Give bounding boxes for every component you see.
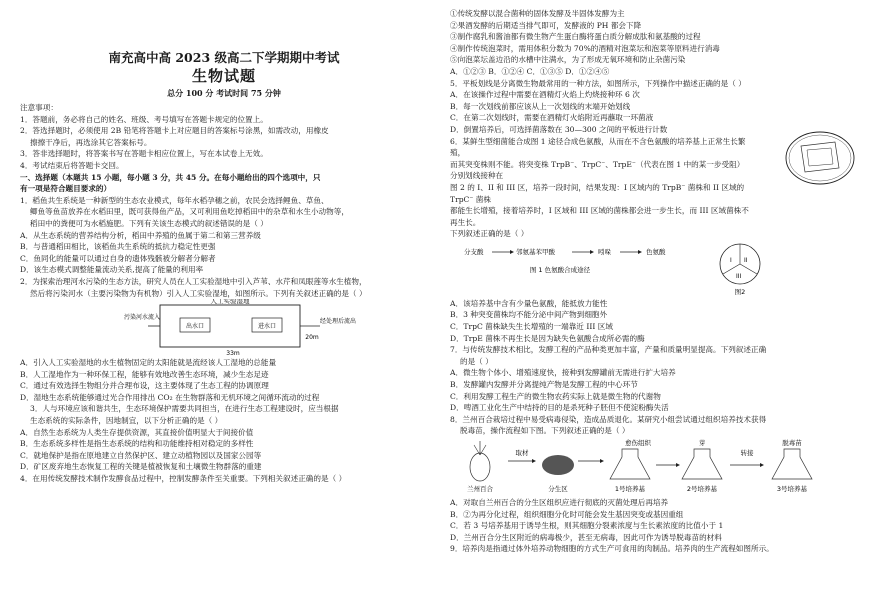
question-5: 5．平板划线是分离微生物最常用的一种方法，如图所示，下列操作中描述正确的是（ ）: [450, 78, 746, 88]
figure-1-caption: 图 1 色氨酸合成途径: [529, 265, 591, 274]
statement-4: ④制作传统泡菜时，需用体积分数为 70%的酒精对泡菜坛和泡菜等原料进行消毒: [450, 43, 720, 53]
arrow-label: 取材: [515, 449, 529, 457]
option-d: D．该生态模式调整能量流动关系,提高了能量的利用率: [20, 265, 204, 275]
option-a: A．微生物个体小、增殖速度快，接种到发酵罐前无需进行扩大培养: [450, 368, 676, 378]
section-heading: 一、选择题（本题共 15 小题，每小题 3 分，共 45 分。在每小题给出的四个选项中，只: [20, 172, 321, 182]
arrow-label: 转接: [740, 449, 754, 457]
wetland-diagram: [20, 299, 428, 357]
exam-title: 南充高中高 2023 级高二下学期期中考试: [108, 50, 340, 65]
right-column: [450, 8, 858, 555]
question-1: 1．稻鱼共生系统是一种新型的生态农业模式，每年水稻孕穗之前，农民会选择鲤鱼、草鱼、: [20, 195, 329, 205]
stage-label: 1号培养基: [614, 485, 646, 493]
question-6: 6．某鲜生型细菌能合成图 1 途径合成色氨酸，从而在不含色氨酸的培养基上正常生长繁殖，: [450, 136, 746, 158]
question-2: 2．为探索治理河水污染的生态方法，研究人员在人工实验湿地中引入芦苇、水芹和凤眼莲等水生植物，: [20, 276, 367, 286]
option-c: C．就地保护是指在原地建立自然保护区、建立动植物园以及国家公园等: [20, 450, 262, 460]
wetland-figure: [20, 299, 428, 357]
note-item: 擦擦干净后，再选涂其它答案标号。: [30, 137, 152, 147]
options-row: A．①②③ B．①②④ C．①③⑤ D．①②④⑤: [450, 66, 610, 76]
pathway-step-2: 邻氨基苯甲酸: [516, 247, 555, 256]
treated-label: 经处理后流出: [319, 318, 357, 326]
region-label: I: [730, 256, 732, 264]
option-d: D．矿区废弃地生态恢复工程的关键是植被恢复和土壤微生物群落的重建: [20, 462, 262, 472]
exam-subtitle: 生物试题: [191, 67, 256, 85]
stage-label: 2号培养基: [686, 485, 718, 493]
pathway-step-1: 分支酸: [464, 247, 484, 256]
pathway-step-4: 色氨酸: [646, 247, 666, 256]
option-a: A．在该操作过程中需要在酒精灯火焰上灼烧接种环 6 次: [450, 90, 640, 100]
pathway-step-3: 吲哚: [598, 247, 611, 256]
question-6-cont: 都能生长增殖，接着培养时，I 区域和 III 区域的菌株都会进一步生长，而 III 区域菌株不再生长。: [450, 206, 749, 227]
option-b: B．②为再分化过程，组织细胞分化时可能会发生基因突变或基因重组: [450, 509, 684, 519]
option-c: C．通过有效选择生物组分并合理布设，这主要体现了生态工程的协调原理: [20, 381, 269, 391]
option-a: A．自然生态系统为人类生存提供资源，其直接价值明显大于间接价值: [20, 427, 254, 437]
option-d: D．啤酒工业化生产中结持的目的是杀死种子胚但不使淀粉酶失活: [450, 403, 669, 413]
arrow-label: 脱毒苗: [782, 439, 802, 447]
notes-heading: 注意事项：: [20, 103, 58, 112]
statement-3: ③制作腐乳和酱油都有微生物产生蛋白酶将蛋白质分解成肽和氨基酸的过程: [450, 32, 701, 42]
region-label: III: [736, 272, 742, 280]
option-a: A．该培养基中含有少量色氨酸，能抵放力能性: [450, 298, 608, 308]
question-3: 3．人与环境应该和谐共生，生态环境保护需要共同担当，在进行生态工程建设时，应当根据: [30, 404, 339, 414]
option-d: D．TrpE 菌株不再生长是因为缺失色氨酸合成所必需的酶: [450, 333, 645, 343]
note-item: 2．答选择题时，必须使用 2B 铅笔将答题卡上对应题目的答案标号涂黑，如需改动，用橡皮: [20, 126, 329, 136]
stage-label: 3号培养基: [776, 485, 808, 493]
outlet-out-label: 进水口: [257, 323, 277, 331]
note-item: 1．答题前，务必将自己的姓名、班级、考号填写在答题卡规定的位置上。: [20, 114, 268, 124]
statement-2: ②果酒发酵的后期适当排气即可，发酵液的 PH 都会下降: [450, 20, 642, 30]
question-6-prompt: 下列叙述正确的是（ ）: [450, 229, 529, 239]
left-column: [20, 8, 428, 485]
note-item: 4．考试结束后将答题卡交回。: [20, 160, 124, 170]
option-a: A．对取自兰州百合的分生区组织应进行彻底的灭菌处理后再培养: [450, 498, 669, 507]
statement-5: ⑤向泡菜坛盖边沿的水槽中注满水，为了形成无氧环境和防止杂菌污染: [450, 55, 686, 65]
option-d: D．兰州百合分生区附近的病毒极少，甚至无病毒，因此可作为诱导脱毒苗的材料: [450, 532, 722, 542]
option-c: C．若 3 号培养基用于诱导生根，则其细胞分裂素浓度与生长素浓度的比值小于 1: [450, 521, 724, 531]
height-label: 20m: [305, 334, 319, 342]
note-item: 3．答非选择题时，将答案书写在答题卡相应位置上，写在本试卷上无效。: [20, 149, 268, 159]
option-c: C．鱼同化的能量可以通过自身的遗体残骸被分解者分解者: [20, 253, 216, 263]
question-6-cont: 图 2 的 I、II 和 III 区，培养一段时间，结果发现：I 区域内的 TrpB⁻ 菌株和 II 区域的 TrpC⁻ 菌株: [450, 182, 745, 204]
question-2-cont: 然后将污染河水（主要污染物为有机物）引入人工实验湿地，如图所示。下列有关叙述正确的是（ ）: [30, 288, 367, 298]
option-b: B．人工湿地作为一种环保工程，能够有效地改善生态环境，减少生态足迹: [20, 369, 269, 379]
question-8-cont: 脱毒苗，操作流程如下图。下列叙述正确的是（ ）: [460, 426, 630, 436]
score-time: 总分 100 分 考试时间 75 分钟: [167, 88, 281, 98]
question-3-cont: 生态系统的实际条件，因地制宜，以下分析正确的是（ ）: [30, 416, 223, 426]
question-1-cont: 稻田中的粪便可为水稻施肥。下列有关该生态模式的叙述错误的是（ ）: [30, 218, 268, 228]
option-b: B．发酵罐内发酵并分离提纯产物是发酵工程的中心环节: [450, 380, 638, 390]
width-label: 33m: [226, 350, 240, 358]
question-6-cont: 而其突变株则不能。将突变株 TrpB⁻、TrpC⁻、TrpE⁻（代表在图 1 中的某一步受阻）分别划线接种在: [450, 159, 745, 181]
pathway-diagram: [450, 240, 858, 298]
petri-dish-figure: [783, 128, 858, 188]
arrow-label: 愈伤组织: [625, 439, 651, 447]
stage-label: 兰州百合: [467, 485, 493, 493]
option-a: A．从生态系统的营养结构分析，稻田中养殖的鱼属于第二和第三营养级: [20, 230, 261, 240]
tissue-culture-diagram: [450, 437, 858, 497]
question-8: 8．兰州百合栽培过程中易受病毒侵染，造成品质退化。某研究小组尝试通过组织培养技术获得: [450, 414, 767, 424]
question-1-cont: 鲫鱼等鱼苗放养在水稻田里，既可获得鱼产品，又可利用鱼吃掉稻田中的杂草和水生小动物等，: [30, 207, 349, 217]
option-d: D．湿地生态系统能够通过光合作用排出 CO₂ 在生物群落和无机环境之间循环流动的过程: [20, 392, 320, 402]
option-c: C．TrpC 菌株缺失生长增殖的一端靠近 III 区域: [450, 322, 613, 332]
lily-figure: [450, 437, 858, 497]
statement-1: ①传统发酵以混合菌种的固体发酵及半固体发酵为主: [450, 9, 625, 18]
pathway-figure: [450, 240, 858, 298]
option-d: D．倒置培养后，可选择菌落数在 30—300 之间的平板进行计数: [450, 124, 668, 134]
option-a: A．引入人工实验湿地的水生植物固定的太阳能就是流经该人工湿地的总能量: [20, 358, 277, 368]
section-heading-cont: 有一项是符合题目要求的）: [20, 184, 112, 194]
option-b: B．与普通稻田相比，该稻鱼共生系统的抵抗力稳定性更强: [20, 242, 216, 252]
question-7: 7．与传统发酵技术相比，发酵工程的产品种类更加丰富，产量和质量明显提高。下列叙述正确: [450, 345, 767, 355]
outlet-in-label: 出水口: [185, 323, 205, 331]
question-7-cont: 的是（ ）: [460, 356, 493, 366]
option-c: C．在第二次划线时，需要在酒精灯火焰附近再蘸取一环菌液: [450, 113, 654, 123]
option-b: B．3 种突变菌株均不能分泌中间产物到细胞外: [450, 310, 608, 320]
inlet-label: 污染河水流入: [123, 314, 161, 322]
box-title: 人工实验湿地: [210, 299, 250, 306]
option-c: C．利用发酵工程生产的微生物农药实际上就是微生物的代谢物: [450, 391, 661, 401]
figure-2-caption: 图2: [734, 287, 746, 296]
region-label: II: [744, 256, 748, 264]
stage-label: 分生区: [548, 485, 568, 493]
question-9: 9．培养肉是指通过体外培养动物细胞的方式生产可食用的肉制品。培养肉的生产流程如图所示。: [450, 544, 774, 554]
arrow-label: 芽: [698, 439, 706, 447]
question-4: 4．在用传统发酵技术制作发酵食品过程中，控制发酵条件至关重要。下列相关叙述正确的是（ ）: [20, 474, 347, 484]
option-b: B．生态系统多样性是指生态系统的结构和功能维持相对稳定的多样性: [20, 439, 254, 449]
option-b: B．每一次划线前都应该从上一次划线的末端开始划线: [450, 101, 631, 111]
